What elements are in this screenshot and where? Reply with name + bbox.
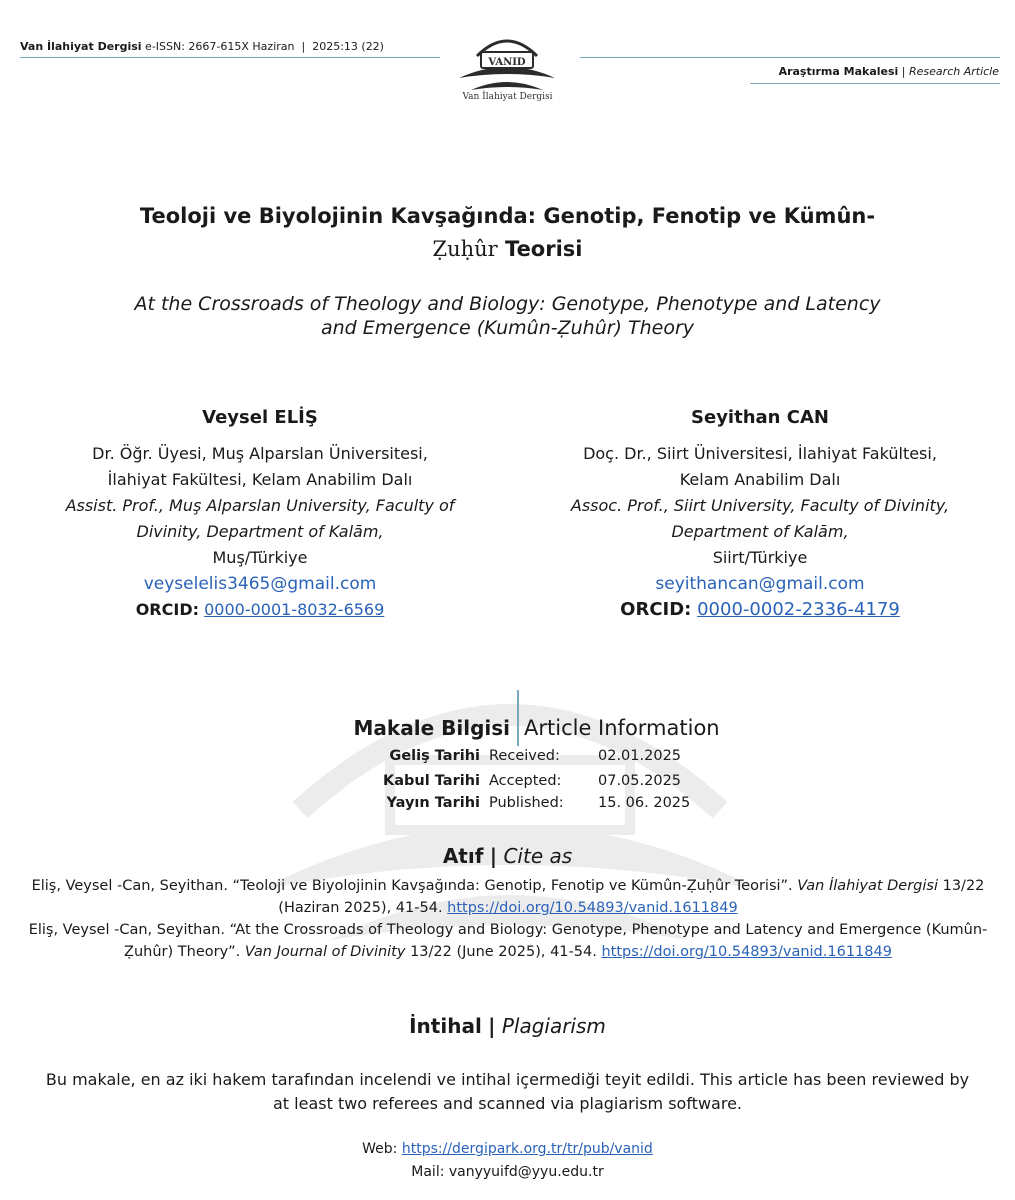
citation-tr-text: Eliş, Veysel -Can, Seyithan. “Teoloji ve Biyolojinin Kavşağında: Genotip, Fenotip ve Kümûn-Ẓuḥûr Teorisi”. [31,878,793,894]
footer-web-link[interactable]: https://dergipark.org.tr/tr/pub/vanid [401,1141,653,1157]
author-orcid [40,597,480,623]
title-turkish [40,200,975,266]
article-type-rule [750,83,1000,84]
author-affiliation-tr: Doç. Dr., Siirt Üniversitesi, İlahiyat Fakültesi, [583,444,937,463]
orcid-label: ORCID: [135,600,199,619]
cite-heading-sep: | [489,844,498,868]
citation-tr-journal: Van İlahiyat Dergisi [797,878,938,894]
plagiarism-text: Bu makale, en az iki hakem tarafından incelendi ve intihal içermediği teyit edildi. This article has been reviewed by at least two referees and scanned via plagiarism software. [45,1070,970,1113]
author-affiliation-en: Department of Kalām, [671,522,849,541]
logo-text: VANID [488,57,526,68]
author-affiliation-en: Assoc. Prof., Siirt University, Faculty of Divinity, [570,496,950,515]
author-affiliation-tr: İlahiyat Fakültesi, Kelam Anabilim Dalı [107,470,413,489]
journal-header [20,40,384,53]
journal-logo [455,26,559,102]
article-type-sep: | [901,65,906,78]
title-tr-end: Teorisi [505,237,583,261]
citation-en-journal: Van Journal of Divinity [244,944,406,960]
cite-heading-tr: Atıf [442,844,484,868]
plagiarism-heading-sep: | [488,1014,496,1038]
citation-tr-doi-link[interactable]: https://doi.org/10.54893/vanid.1611849 [447,900,738,916]
author-affiliation-en: Divinity, Department of Kalām, [136,522,384,541]
title-en-line2: and Emergence (Kumûn-Ẓuhûr) Theory [320,317,695,339]
info-value: 07.05.2025 [598,773,682,789]
plagiarism-heading [0,1014,1015,1038]
citation-tr [28,875,988,919]
footer-mail-address[interactable]: vanyyuifd@yyu.edu.tr [448,1164,604,1180]
author-affiliation-en: Assist. Prof., Muş Alparslan University, Faculty of [65,496,455,515]
article-type [779,65,999,78]
article-info-divider [517,690,519,746]
info-label-tr: Yayın Tarihi [386,795,480,811]
header-rule-right [580,57,1000,58]
title-tr-zuhur: Ẓuḥûr [432,237,498,261]
info-label-en: Accepted: [489,773,562,789]
info-label-en: Received: [489,748,560,764]
info-label-en: Published: [489,795,564,811]
author-name: Veysel ELİŞ [202,407,318,428]
author-email-link[interactable]: veyselelis3465@gmail.com [143,574,377,594]
citation-en-pages: 13/22 (June 2025), 41-54. [410,944,597,960]
author-location: Siirt/Türkiye [712,548,808,567]
info-value: 15. 06. 2025 [598,795,691,811]
article-info-title-en: Article Information [524,716,720,740]
info-label-tr: Geliş Tarihi [389,748,480,764]
orcid-link[interactable]: 0000-0001-8032-6569 [204,600,385,619]
cite-heading-en: Cite as [503,844,573,868]
footer-web-label: Web: [362,1141,398,1157]
journal-issn: e-ISSN: 2667-615X Haziran [145,40,295,53]
article-info-row [0,748,1015,768]
article-info-row [0,773,1015,793]
article-type-en: Research Article [909,65,999,78]
title-en-line1: At the Crossroads of Theology and Biology: Genotype, Phenotype and Latency [134,293,881,315]
author-affiliation-tr: Dr. Öğr. Üyesi, Muş Alparslan Üniversitesi, [92,444,428,463]
article-type-tr: Araştırma Makalesi [778,65,899,78]
article-info-title-tr: Makale Bilgisi [353,716,510,740]
logo-subtitle: Van İlahiyat Dergisi [462,92,553,102]
title-tr-line2 [40,233,975,266]
header-rule-left [20,57,440,58]
cite-heading [0,844,1015,868]
plagiarism-heading-en: Plagiarism [501,1014,606,1038]
journal-name: Van İlahiyat Dergisi [20,40,142,53]
journal-volume: 2025:13 (22) [312,40,384,53]
orcid-label: ORCID: [620,599,692,620]
author-name: Seyithan CAN [691,407,829,428]
info-value: 02.01.2025 [598,748,682,764]
author-block [40,405,480,623]
citation-en-text: Eliş, Veysel -Can, Seyithan. “At the Crossroads of Theology and Biology: Genotype, Phenotype and Latency and Emergence (Kumûn-Ẓuhûr) Theory”. [28,922,988,960]
article-info-row [0,795,1015,815]
footer-mail-label: Mail: [411,1164,445,1180]
header-sep-icon: | [298,40,309,53]
citation-en-doi-link[interactable]: https://doi.org/10.54893/vanid.1611849 [601,944,892,960]
title-tr-line1: Teoloji ve Biyolojinin Kavşağında: Genotip, Fenotip ve Kümûn- [139,204,876,228]
author-email-link[interactable]: seyithancan@gmail.com [655,574,865,594]
plagiarism-heading-tr: İntihal [409,1014,482,1038]
author-orcid [540,597,980,623]
citation-tr-pages: 13/22 (Haziran 2025), 41-54. [278,878,985,916]
footer-mail [0,1164,1015,1180]
author-block [540,405,980,623]
author-location: Muş/Türkiye [212,548,308,567]
info-label-tr: Kabul Tarihi [383,773,480,789]
footer-web [0,1141,1015,1157]
orcid-link[interactable]: 0000-0002-2336-4179 [697,599,900,620]
title-english [40,292,975,340]
citation-en [28,919,988,963]
author-affiliation-tr: Kelam Anabilim Dalı [679,470,841,489]
